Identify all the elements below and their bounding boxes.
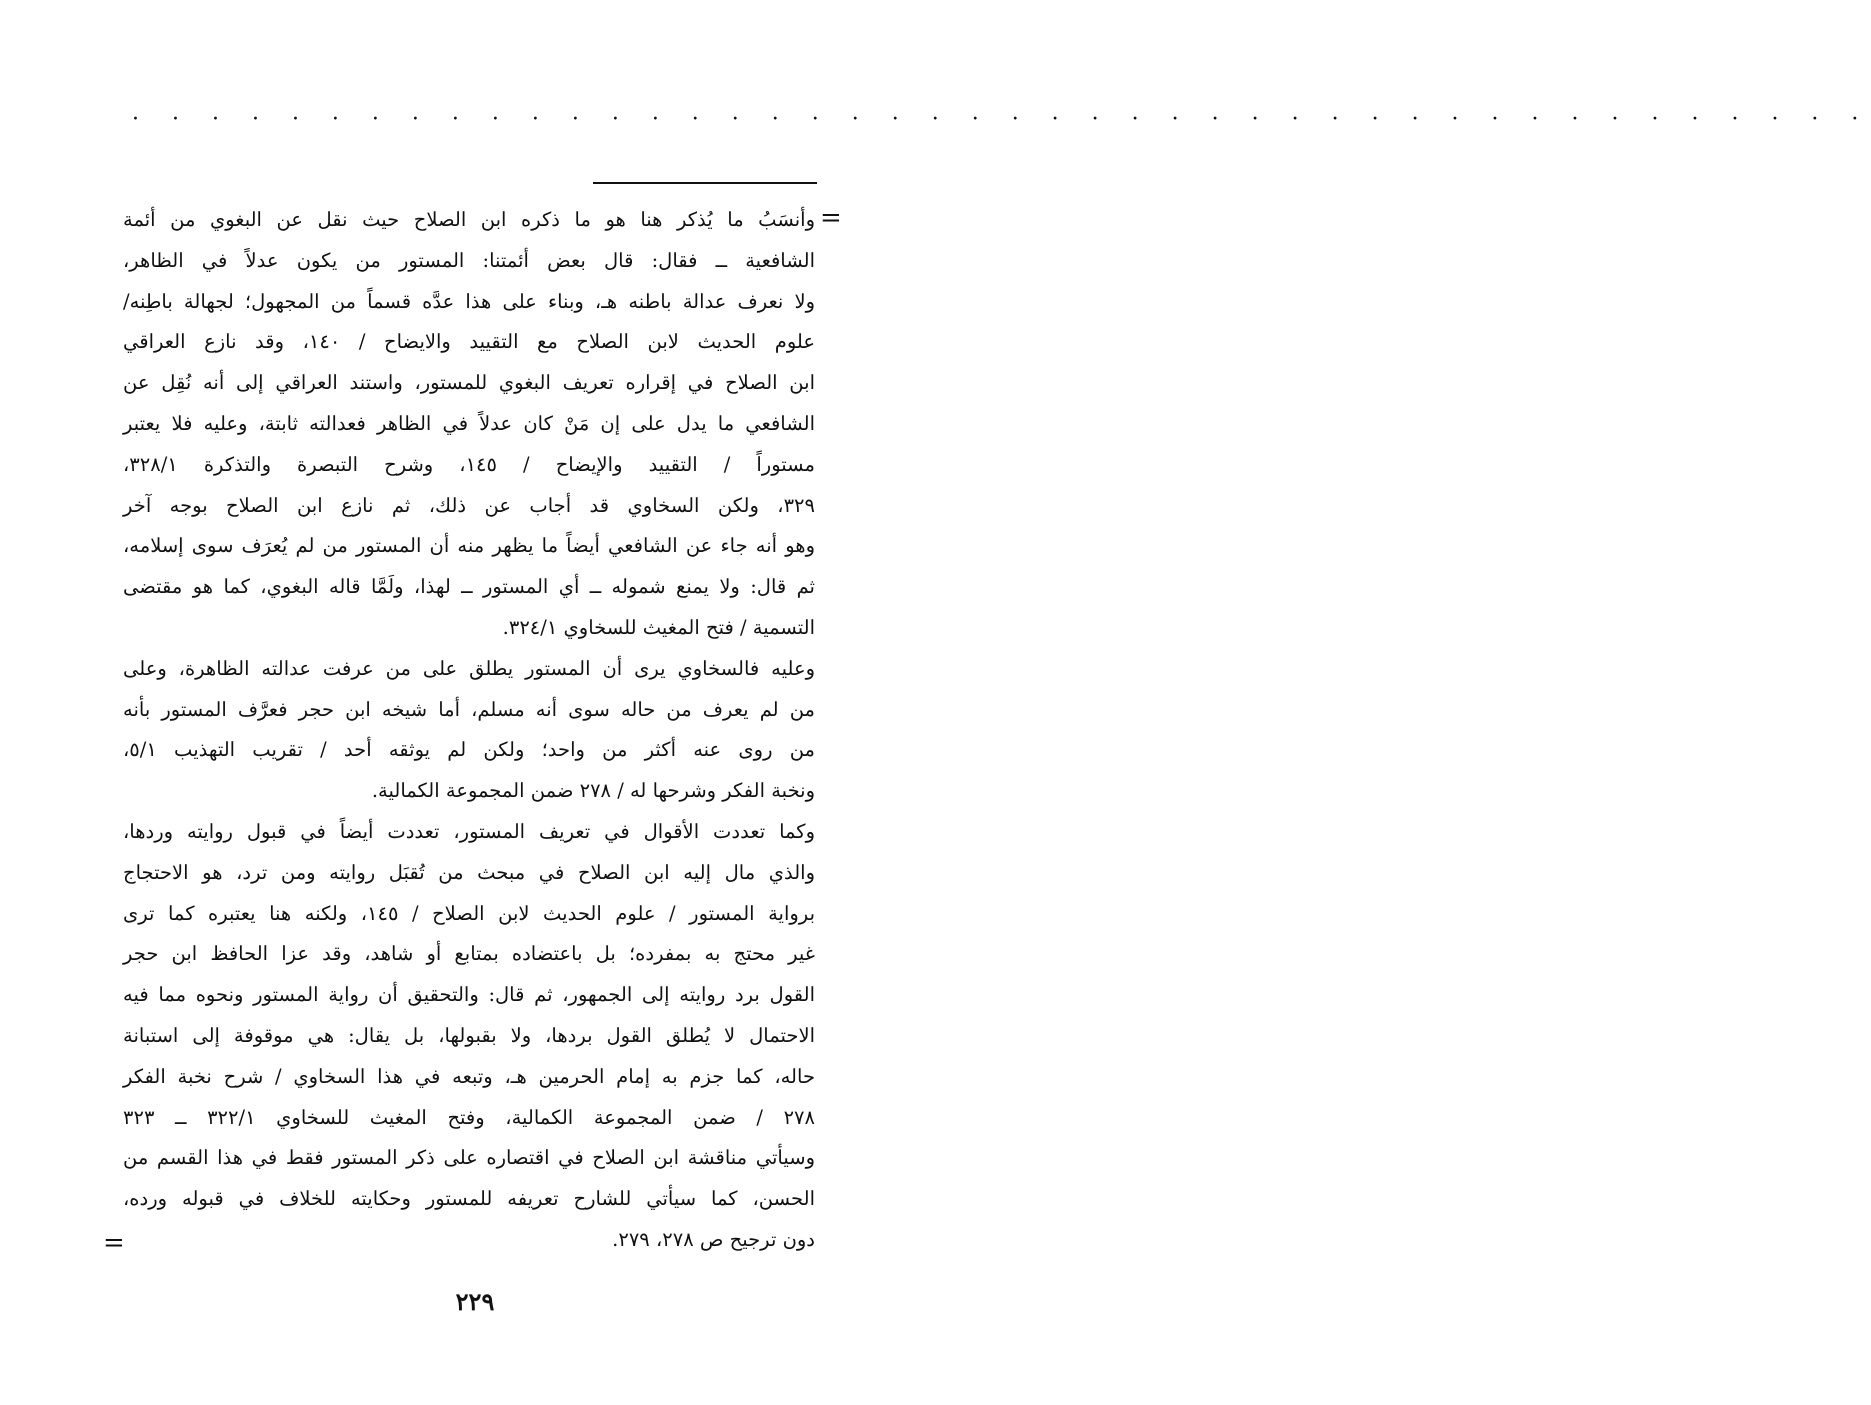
- footnote-text: [123, 200, 815, 1261]
- footnote-line: وكما تعددت الأقوال في تعريف المستور، تعددت أيضاً في قبول روايته وردها،: [123, 819, 815, 843]
- footnote-line: دون ترجيح ص ٢٧٨، ٢٧٩.: [612, 1227, 815, 1251]
- footnote-line: ثم قال: ولا يمنع شموله ــ أي المستور ــ لهذا، ولَمَّا قاله البغوي، كما هو مقتضى: [123, 575, 815, 599]
- footnote-line: والذي مال إليه ابن الصلاح في مبحث من تُقبَل روايته ومن ترد، هو الاحتجاج: [123, 860, 815, 884]
- footnote-line: حاله، كما جزم به إمام الحرمين هـ، وتبعه في هذا السخاوي / شرح نخبة الفكر: [123, 1064, 815, 1088]
- footnote-line: وعليه فالسخاوي يرى أن المستور يطلق على من عرفت عدالته الظاهرة، وعلى: [123, 656, 815, 680]
- footnote-line: الحسن، كما سيأتي للشارح تعريفه للمستور وحكايته للخلاف في قبوله ورده،: [123, 1187, 815, 1211]
- footnote-line: التسمية / فتح المغيث للسخاوي ٣٢٤/١.: [502, 615, 815, 639]
- footnote-line: القول برد روايته إلى الجمهور، ثم قال: والتحقيق أن رواية المستور ونحوه مما فيه: [123, 983, 815, 1007]
- footnote-line: الشافعي ما يدل على إن مَنْ كان عدلاً في الظاهر فعدالته ثابتة، وعليه فلا يعتبر: [123, 411, 815, 435]
- footnote-line: الاحتمال لا يُطلق القول بردها، ولا بقبولها، بل يقال: هي موقوفة إلى استبانة: [123, 1023, 815, 1047]
- footnote-continuation-mark-end: =: [103, 1228, 125, 1258]
- footnote-line: وسيأتي مناقشة ابن الصلاح في اقتصاره على ذكر المستور فقط في هذا القسم من: [123, 1146, 815, 1170]
- footnote-line: ٣٢٩، ولكن السخاوي قد أجاب عن ذلك، ثم نازع ابن الصلاح بوجه آخر: [123, 493, 815, 517]
- footnote-line: ٢٧٨ / ضمن المجموعة الكمالية، وفتح المغيث للسخاوي ٣٢٢/١ ــ ٣٢٣: [123, 1105, 815, 1129]
- footnote-line: برواية المستور / علوم الحديث لابن الصلاح / ١٤٥، ولكنه هنا يعتبره كما ترى: [123, 901, 815, 925]
- footnote-line: وأنسَبُ ما يُذكر هنا هو ما ذكره ابن الصلاح حيث نقل عن البغوي من أئمة: [123, 208, 815, 231]
- page-number: ٢٢٩: [455, 1287, 495, 1316]
- footnote-separator-rule: [593, 182, 817, 184]
- footnote-line: ونخبة الفكر وشرحها له / ٢٧٨ ضمن المجموعة الكمالية.: [371, 779, 815, 803]
- footnote-line: ولا نعرف عدالة باطنه هـ، وبناء على هذا عدَّه قسماً من المجهول؛ لجهالة باطِنه/: [123, 289, 815, 313]
- footnote-line: من روى عنه أكثر من واحد؛ ولكن لم يوثقه أحد / تقريب التهذيب ٥/١،: [123, 738, 815, 762]
- footnote-line: ابن الصلاح في إقراره تعريف البغوي للمستور، واستند العراقي إلى أنه نُقِل عن: [123, 371, 815, 395]
- footnote-line: علوم الحديث لابن الصلاح مع التقييد والايضاح / ١٤٠، وقد نازع العراقي: [123, 330, 815, 354]
- footnote-line: الشافعية ــ فقال: قال بعض أئمتنا: المستور من يكون عدلاً في الظاهر،: [123, 248, 815, 272]
- footnote-line: غير محتج به بمفرده؛ بل باعتضاده بمتابع أو شاهد، وقد عزا الحافظ ابن حجر: [123, 942, 815, 966]
- footnote-line: مستوراً / التقييد والإيضاح / ١٤٥، وشرح التبصرة والتذكرة ٣٢٨/١،: [123, 452, 816, 476]
- footnote-continuation-mark-start: =: [820, 203, 842, 233]
- footnote-line: من لم يعرف من حاله سوى أنه مسلم، أما شيخه ابن حجر فعرَّف المستور بأنه: [123, 697, 815, 721]
- ornamental-dot-divider: · · · · · · · · · · · · · · · · · · · · · · · · · · · · · · · · · · · · · · · · · · · ·: [132, 107, 1871, 132]
- footnote-line: وهو أنه جاء عن الشافعي أيضاً ما يظهر منه أن المستور من لم يُعرَف سوى إسلامه،: [123, 534, 815, 558]
